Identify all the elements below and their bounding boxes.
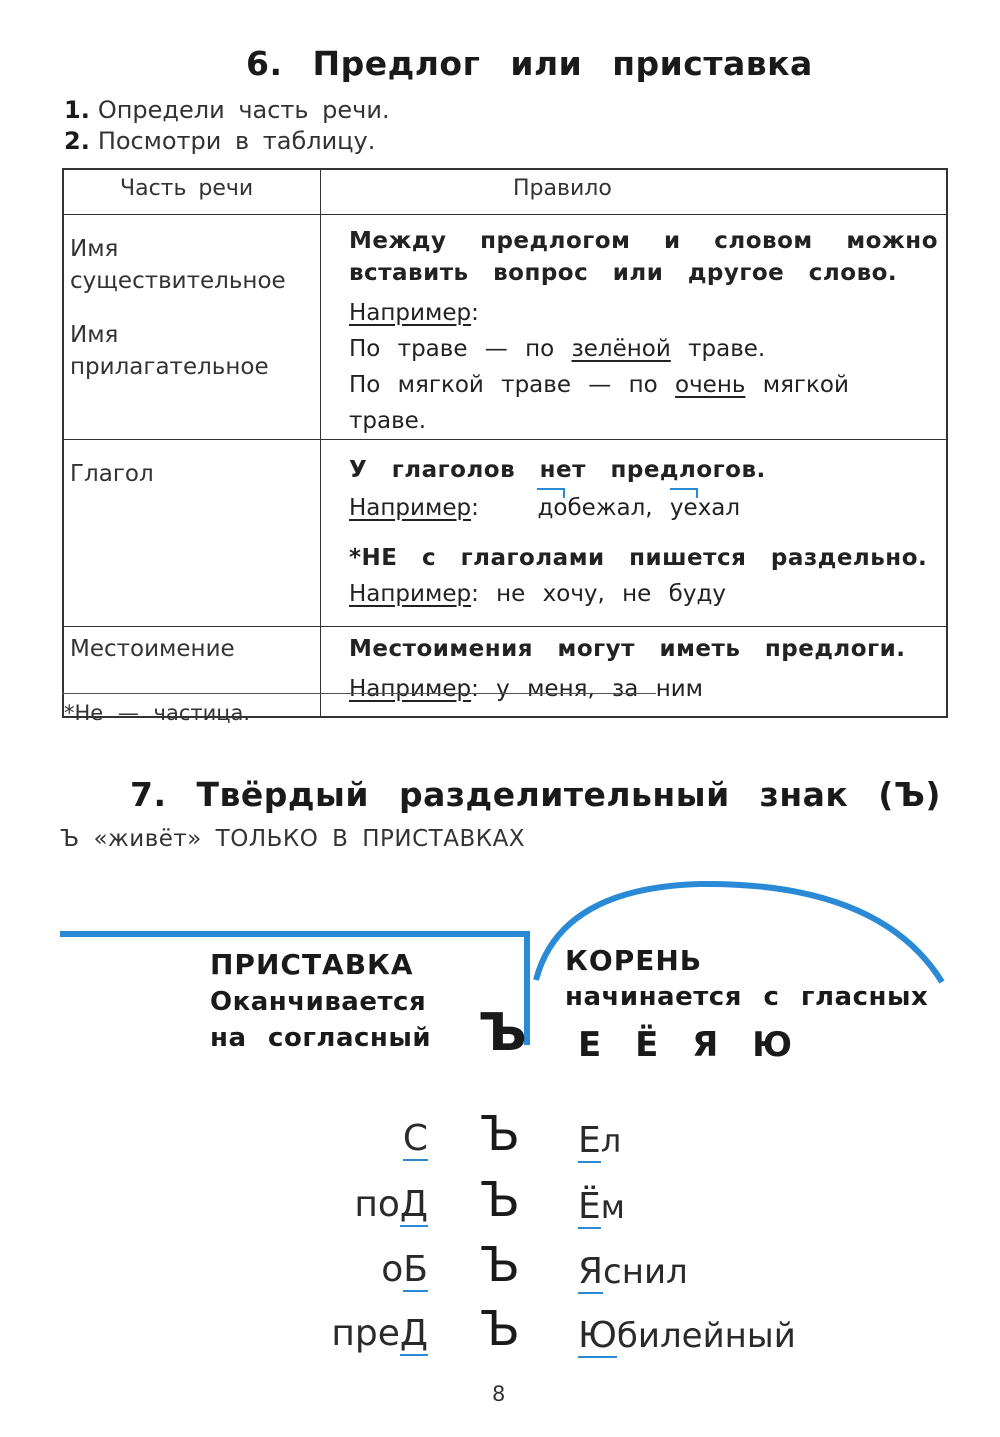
example-label: Например	[349, 300, 472, 326]
step-number: 2.	[64, 127, 90, 155]
example-hard-sign: Ъ	[480, 1237, 520, 1293]
rule-text: У глаголов нет предлогов.	[349, 457, 766, 483]
example-label: Например	[349, 495, 472, 521]
header-rule: Правило	[321, 169, 948, 215]
rule-text-ne: *НЕ с глаголами пишется раздельно.	[349, 545, 928, 571]
prefix-mark: до	[537, 490, 567, 526]
pos-noun: Имя существительное	[70, 236, 286, 294]
table-row	[63, 215, 947, 440]
example-hard-sign: Ъ	[480, 1301, 520, 1357]
example-line: Например: не хочу, не буду	[349, 581, 726, 607]
step-1	[64, 96, 390, 124]
section7-subtitle: Ъ «живёт» ТОЛЬКО В ПРИСТАВКАХ	[60, 826, 526, 852]
pos-cell	[63, 215, 321, 440]
example-root: Юбилейный	[578, 1315, 796, 1356]
rule-text: Между предлогом и словом можно вставить вопрос или другое слово.	[349, 228, 938, 286]
step-text: Определи часть речи.	[97, 96, 390, 124]
section7-title: 7. Твёрдый разделительный знак (Ъ)	[130, 775, 941, 814]
root-heading: КОРЕНЬ	[565, 944, 703, 977]
prefix-heading: ПРИСТАВКА	[210, 948, 414, 981]
example-line: Например: у меня, за ним	[349, 676, 704, 702]
example-line: По траве — по зелёной траве.	[349, 336, 766, 362]
rule-cell	[321, 627, 948, 717]
hard-sign-heading: Ъ	[478, 1003, 527, 1063]
pos-pronoun: Местоимение	[70, 636, 235, 662]
pos-cell	[63, 440, 321, 627]
example-root: Ел	[578, 1120, 622, 1161]
example-prefix: С	[402, 1118, 428, 1159]
step-2	[64, 127, 375, 155]
pos-adjective: Имя прилагательное	[70, 322, 269, 380]
section6-title: 6. Предлог или приставка	[246, 44, 813, 83]
example-hard-sign: Ъ	[480, 1106, 520, 1162]
page-number: 8	[492, 1382, 506, 1406]
prefix-desc-1: Оканчивается	[210, 987, 427, 1017]
rule-cell: У глаголов нет предлогов. Например: добежал, уехал *НЕ с глаголами пишется раздельно. Например: не хочу, не буду	[321, 440, 948, 627]
example-prefix: оБ	[381, 1249, 428, 1290]
example-root: Яснил	[578, 1251, 688, 1292]
example-prefix: преД	[331, 1313, 428, 1354]
header-part-of-speech: Часть речи	[63, 169, 321, 215]
rule-cell: Между предлогом и словом можно вставить вопрос или другое слово. Например: По траве — по зелёной траве. По мягкой траве — по очень мягкой траве.	[321, 215, 948, 440]
example-hard-sign: Ъ	[480, 1172, 520, 1228]
rules-table	[62, 168, 948, 718]
example-root: Ём	[578, 1186, 625, 1227]
prefix-mark: у	[670, 490, 684, 526]
table-row	[63, 440, 947, 627]
pos-verb: Глагол	[70, 461, 154, 487]
step-number: 1.	[64, 96, 90, 124]
prefix-desc-2: на согласный	[210, 1023, 432, 1053]
rule-text: Местоимения могут иметь предлоги.	[349, 636, 906, 662]
example-line: По мягкой траве — по очень мягкой траве.	[349, 372, 849, 434]
footnote-divider	[62, 693, 656, 694]
vowel-list: Е Ё Я Ю	[578, 1025, 793, 1065]
table-header-row	[63, 169, 947, 215]
step-text: Посмотри в таблицу.	[97, 127, 376, 155]
footnote: *Не — частица.	[64, 701, 251, 725]
root-desc: начинается с гласных	[565, 982, 929, 1012]
example-prefix: поД	[354, 1184, 428, 1225]
